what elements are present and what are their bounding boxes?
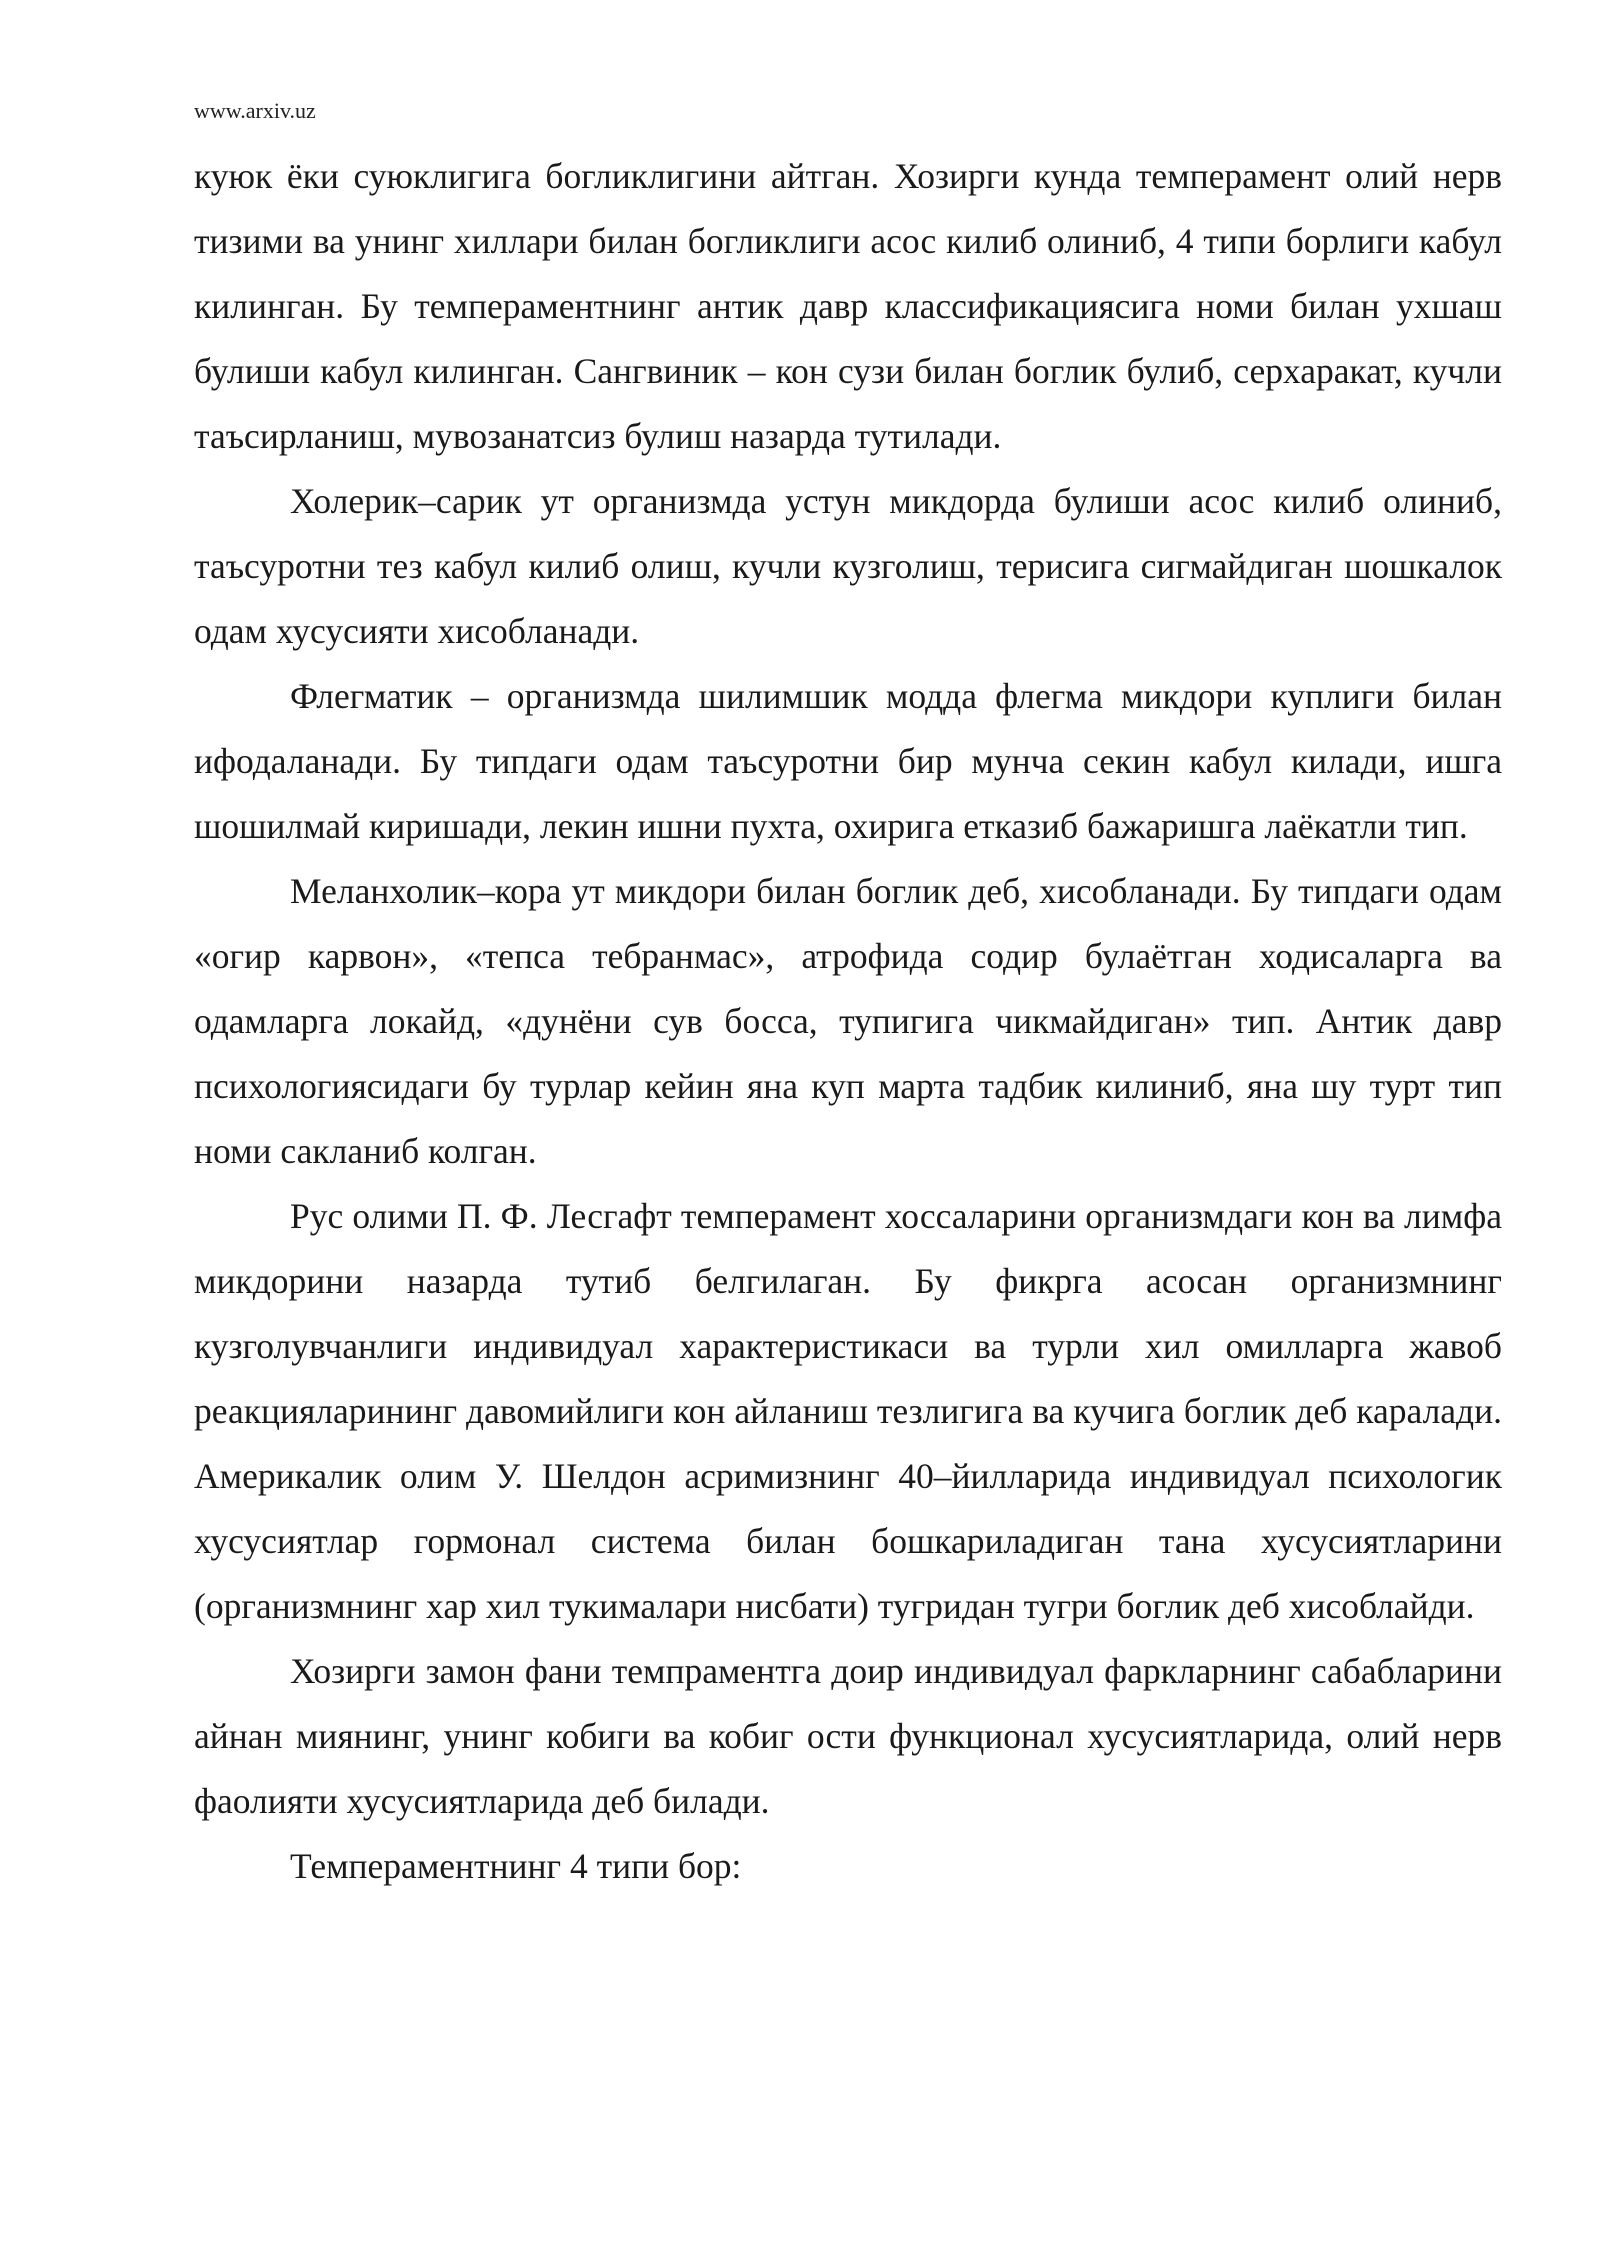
- paragraph-four-types: Темпераментнинг 4 типи бор:: [290, 1846, 742, 1886]
- paragraph-phlegmatic: Флегматик – организмда шилимшик модда флегма микдори куплиги билан ифодаланади. Бу типдаги одам таъсуротни бир мунча секин кабул килади, ишга шошилмай киришади, лекин ишни пухта, охирига етказиб бажаришга лаёкатли тип.: [194, 676, 1502, 846]
- site-header: www.arxiv.uz: [194, 98, 316, 123]
- body-text: [194, 144, 1502, 1899]
- paragraph-modern-science: Хозирги замон фани темпраментга доир индивидуал фаркларнинг сабабларини айнан миянинг, унинг кобиги ва кобиг ости функционал хусусиятларида, олий нерв фаолияти хусусиятларида деб билади.: [194, 1651, 1502, 1821]
- paragraph-lesgaft: Рус олими П. Ф. Лесгафт темперамент хоссаларини организмдаги кон ва лимфа микдорини назарда тутиб белгилаган. Бу фикрга асосан организмнинг кузголувчанлиги индивидуал характеристикаси ва турли хил омилларга жавоб реакцияларининг давомийлиги кон айланиш тезлигига ва кучига боглик деб каралади. Америкалик олим У. Шелдон асримизнинг 40–йилларида индивидуал психологик хусусиятлар гормонал система билан бошкариладиган тана хусусиятларини (организмнинг хар хил тукималари нисбати) тугридан тугри боглик деб хисоблайди.: [194, 1196, 1502, 1626]
- paragraph-choleric: Холерик–сарик ут организмда устун микдорда булиши асос килиб олиниб, таъсуротни тез кабул килиб олиш, кучли кузголиш, терисига сигмайдиган шошкалок одам хусусияти хисобланади.: [194, 481, 1502, 651]
- paragraph-melancholic: Меланхолик–кора ут микдори билан боглик деб, хисобланади. Бу типдаги одам «огир карвон», «тепса тебранмас», атрофида содир булаётган ходисаларга ва одамларга локайд, «дунёни сув босса, тупигига чикмайдиган» тип. Антик давр психологиясидаги бу турлар кейин яна куп марта тадбик килиниб, яна шу турт тип номи сакланиб колган.: [194, 871, 1502, 1171]
- paragraph-1: куюк ёки суюклигига богликлигини айтган. Хозирги кунда темперамент олий нерв тизими ва унинг хиллари билан богликлиги асос килиб олиниб, 4 типи борлиги кабул килинган. Бу темпераментнинг антик давр классификациясига номи билан ухшаш булиши кабул килинган. Сангвиник – кон сузи билан боглик булиб, серхаракат, кучли таъсирланиш, мувозанатсиз булиш назарда тутилади.: [194, 156, 1502, 456]
